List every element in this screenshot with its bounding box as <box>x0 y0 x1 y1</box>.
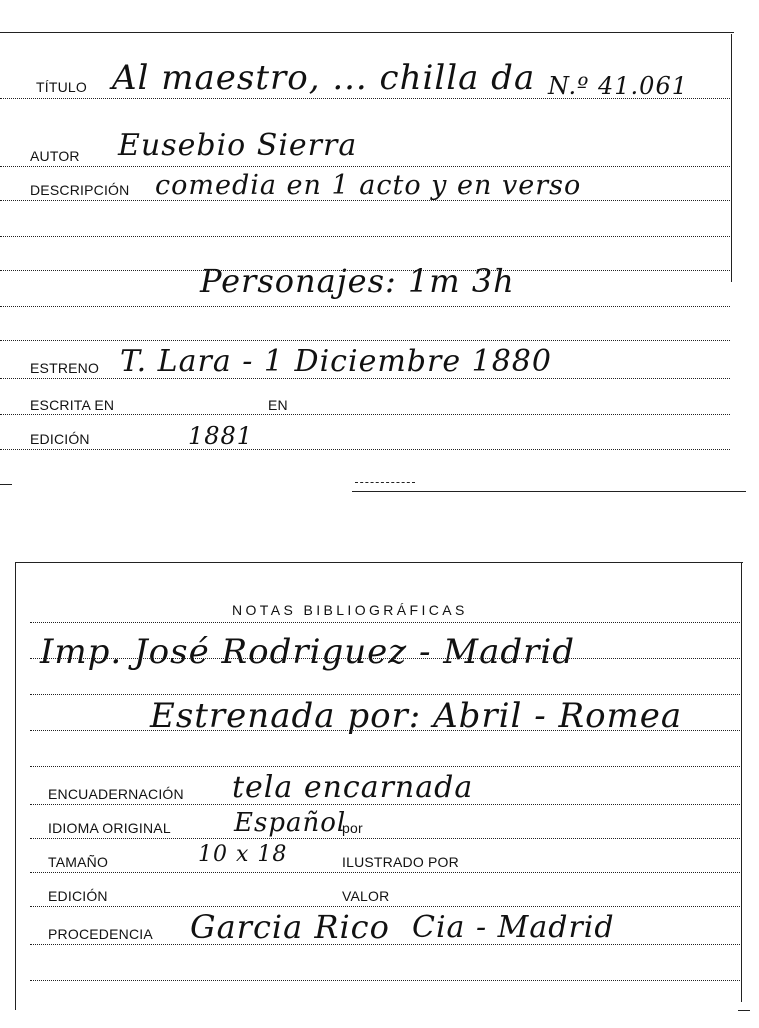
card-bottom-edge <box>0 484 12 485</box>
procedencia-label: PROCEDENCIA <box>48 926 153 942</box>
descripcion-value: comedia en 1 acto y en verso <box>155 170 582 201</box>
ruled-line <box>0 270 730 271</box>
titulo-number: N.º 41.061 <box>548 72 688 100</box>
personajes-note: Personajes: 1m 3h <box>200 262 515 300</box>
ruled-line <box>30 622 740 623</box>
autor-value: Eusebio Sierra <box>118 128 358 163</box>
tamano-label: TAMAÑO <box>48 854 109 870</box>
encuadernacion-value: tela encarnada <box>232 770 474 805</box>
ruled-line <box>30 694 740 695</box>
card-right-edge <box>741 562 742 1002</box>
descripcion-label: DESCRIPCIÓN <box>30 182 130 198</box>
procedencia-value: Garcia Rico <box>190 908 390 946</box>
valor-label: VALOR <box>342 888 390 904</box>
ruled-line <box>30 804 740 805</box>
ruled-line <box>0 378 730 379</box>
card-right-edge <box>731 34 732 282</box>
titulo-value: Al maestro, ... chilla da <box>112 58 536 98</box>
note-estrenada: Estrenada por: Abril - Romea <box>150 696 683 736</box>
ruled-line <box>0 98 730 99</box>
tamano-value: 10 x 18 <box>198 842 288 867</box>
ruled-line <box>30 872 740 873</box>
edicion-value: 1881 <box>188 422 254 450</box>
estreno-label: ESTRENO <box>30 360 100 376</box>
ruled-line <box>0 306 730 307</box>
notas-heading: NOTAS BIBLIOGRÁFICAS <box>232 602 468 618</box>
note-imprenta: Imp. José Rodriguez - Madrid <box>40 632 576 672</box>
ruled-line <box>30 838 740 839</box>
por-label: por <box>342 820 363 836</box>
idioma-label: IDIOMA ORIGINAL <box>48 820 171 836</box>
card-corner-mark <box>738 1010 750 1011</box>
ruled-line <box>30 766 740 767</box>
procedencia-value2: Cia - Madrid <box>412 910 615 945</box>
ruled-line <box>30 944 740 945</box>
card-left-edge <box>15 562 16 1010</box>
escrita-en-label: ESCRITA EN <box>30 397 115 413</box>
encuadernacion-label: ENCUADERNACIÓN <box>48 786 184 802</box>
card-bottom-edge <box>352 491 746 492</box>
en-label: EN <box>268 397 288 413</box>
estreno-value: T. Lara - 1 Diciembre 1880 <box>120 344 552 379</box>
ruled-line <box>0 414 730 415</box>
idioma-value: Español <box>234 808 347 838</box>
ruled-line <box>30 980 740 981</box>
ruled-line <box>30 906 740 907</box>
edicion2-label: EDICIÓN <box>48 888 108 904</box>
titulo-label: TÍTULO <box>36 79 87 95</box>
card-top-edge <box>0 32 734 33</box>
ruled-line <box>30 658 740 659</box>
ilustrado-label: ILUSTRADO POR <box>342 854 459 870</box>
card-top-edge <box>15 562 743 563</box>
card-bottom-edge <box>355 482 415 483</box>
ruled-line <box>0 449 730 450</box>
edicion-label: EDICIÓN <box>30 431 90 447</box>
ruled-line <box>0 166 730 167</box>
ruled-line <box>30 730 740 731</box>
ruled-line <box>0 200 730 201</box>
autor-label: AUTOR <box>30 148 80 164</box>
ruled-line <box>0 340 730 341</box>
ruled-line <box>0 236 730 237</box>
